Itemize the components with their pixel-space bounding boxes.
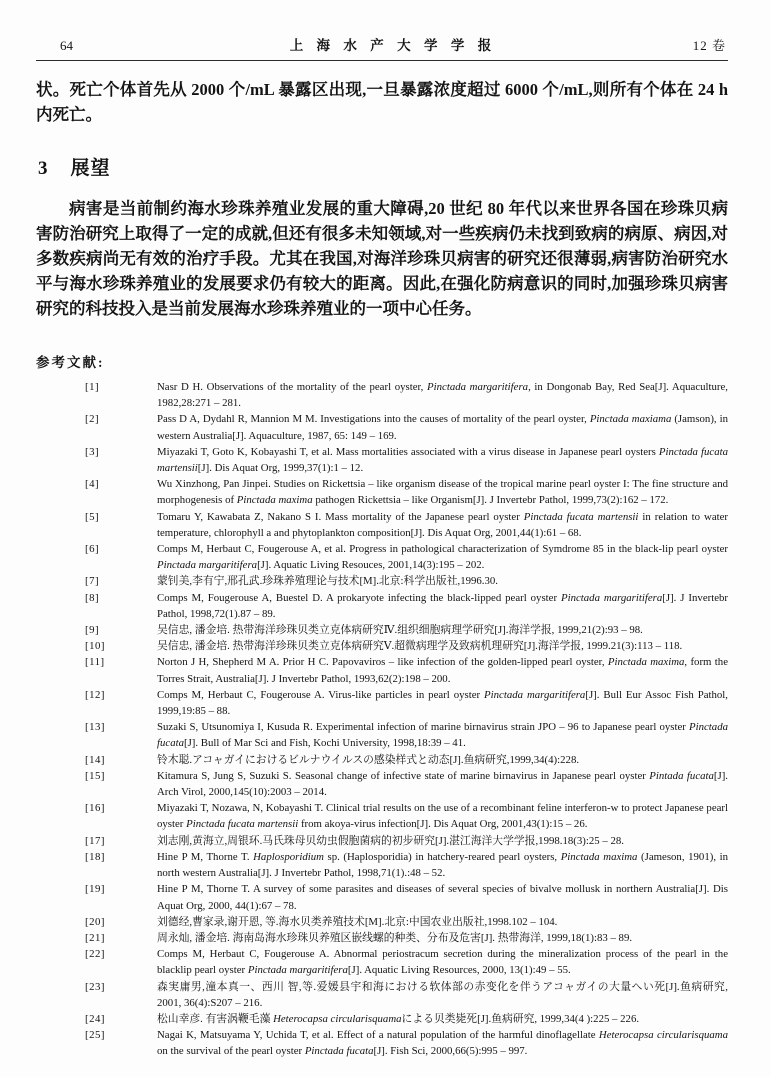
reference-item (85, 444, 728, 476)
reference-text: Kitamura S, Jung S, Suzuki S. Seasonal change of infective state of marine birnavirus in Japanese pearl oyster Pintada fucata[J]. Arch Virol, 2000,145(10):2003 – 2014. (157, 769, 728, 799)
reference-label: [15] (85, 769, 105, 782)
page-body (36, 77, 728, 1060)
reference-item (85, 914, 728, 930)
reference-text: Miyazaki T, Goto K, Kobayashi T, et al. Mass mortalities associated with a virus disease in Japanese pearl oysters Pinctada fucata martensii[J]. Dis Aquat Org, 1999,37(1):1 – 12. (157, 445, 728, 475)
reference-label: [9] (85, 624, 100, 637)
reference-item (85, 654, 728, 686)
reference-list (36, 379, 728, 1060)
reference-label: [13] (85, 721, 105, 734)
continued-paragraph: 状。死亡个体首先从 2000 个/mL 暴露区出现,一旦暴露浓度超过 6000 个/mL,则所有个体在 24 h 内死亡。 (36, 80, 728, 124)
reference-text: 刘志刚,黄海立,周银环.马氏珠母贝幼虫假胞菌病的初步研究[J].湛江海洋大学学报,1998.18(3):25 – 28. (157, 834, 624, 847)
reference-label: [25] (85, 1029, 105, 1042)
reference-item (85, 1027, 728, 1059)
reference-item (85, 752, 728, 768)
reference-text: 松山幸彦. 有害涡鞭毛藻 Heterocapsa circularisquamaによる贝类毙死[J].鱼病研究, 1999,34(4 ):225 – 226. (157, 1012, 640, 1025)
reference-text: Pass D A, Dydahl R, Mannion M M. Investigations into the causes of mortality of the pearl oyster, Pinctada maxiama (Jamson), in western Australia[J]. Aquaculture, 1987, 65: 149 – 169. (157, 413, 728, 442)
reference-label: [12] (85, 688, 105, 701)
reference-item (85, 1011, 728, 1027)
reference-label: [3] (85, 445, 100, 458)
reference-item (85, 833, 728, 849)
reference-label: [24] (85, 1012, 105, 1025)
reference-text: Hine P M, Thorne T. A survey of some parasites and diseases of several species of bivalve mollusk in northern Australia[J]. Dis Aquat Org, 2000, 44(1):67 – 78. (157, 883, 728, 912)
reference-item (85, 800, 728, 832)
reference-label: [1] (85, 381, 100, 393)
reference-text: Comps M, Fougerouse A, Buestel D. A prokaryote infecting the black-lipped pearl oyster Pinctada margaritifera[J]. J Invertebr Pathol, 1998,72(1).87 – 89. (157, 591, 728, 620)
reference-text: Suzaki S, Utsunomiya I, Kusuda R. Experimental infection of marine birnavirus strain JPO – 96 to Japanese pearl oyster Pinctada fucata[J]. Bull of Mar Sci and Fish, Kochi University, 1998,18:39 – 41. (157, 721, 728, 750)
reference-label: [7] (85, 575, 100, 588)
reference-item (85, 719, 728, 751)
reference-text: 周永灿, 潘金培. 海南岛海水珍珠贝养殖区嵌线螺的种类、分布及危害[J]. 热带海洋, 1999,18(1):83 – 89. (157, 931, 633, 944)
section-title: 展望 (70, 158, 111, 179)
reference-text: Wu Xinzhong, Pan Jinpei. Studies on Rickettsia – like organism disease of the tropical marine pearl oyster I: The fine structure and morphogenesis of Pinctada maxima pathogen Rickettsia – like Organism[J]. J Invertebr Pathol, 1999,73(2):162 – 172. (157, 478, 728, 507)
section-paragraph: 病害是当前制约海水珍珠养殖业发展的重大障碍,20 世纪 80 年代以来世界各国在珍珠贝病害防治研究上取得了一定的成就,但还有很多未知领域,对一些疾病仍未找到致病的病原、病因,对多数疾病尚无有效的治疗手段。尤其在我国,对海洋珍珠贝病害的研究还很薄弱,病害防治研究水平与海水珍珠养殖业的发展要求仍有较大的距离。因此,在强化防病意识的同时,加强珍珠贝病害研究的科技投入是当前发展海水珍珠养殖业的一项中心任务。 (36, 199, 728, 318)
reference-text: 刘德经,曹家录,谢开恩, 等.海水贝类养殖技术[M].北京:中国农业出版社,1998.102 – 104. (157, 915, 558, 928)
reference-item (85, 541, 728, 573)
reference-item (85, 379, 728, 411)
reference-item (85, 622, 728, 638)
reference-label: [18] (85, 850, 105, 863)
reference-text: Comps M, Herbaut C, Fougerouse A, et al. Progress in pathological characterization of Symdrome 85 in the black-lip pearl oyster Pinctada margaritifera[J]. Aquatic Living Resouces, 2001,14(3):195 – 202. (157, 543, 728, 572)
journal-title: 上 海 水 产 大 学 学 报 (289, 38, 497, 53)
reference-label: [23] (85, 980, 105, 993)
reference-label: [4] (85, 478, 100, 491)
section-heading (38, 153, 728, 180)
reference-item (85, 849, 728, 881)
reference-label: [17] (85, 834, 105, 847)
page-header (36, 34, 728, 54)
reference-text: Nagai K, Matsuyama Y, Uchida T, et al. Effect of a natural population of the harmful dinoflagellate Heterocapsa circularisquama on the survival of the pearl oyster Pinctada fucata[J]. Fish Sci, 2000,66(5):995 – 997. (157, 1029, 728, 1058)
reference-item (85, 946, 728, 978)
reference-item (85, 687, 728, 719)
page-number: 64 (60, 38, 73, 53)
reference-label: [19] (85, 883, 105, 896)
reference-text: 森実庸男,潼本真一、西川 智,等.爱媛县宇和海における软体部の赤变化を伴うアコャガイの大量へい死[J].鱼病研究, 2001, 36(4):S207 – 216. (157, 980, 728, 1009)
reference-item (85, 476, 728, 508)
header-rule (36, 60, 728, 61)
reference-label: [16] (85, 802, 105, 815)
reference-text: 铃木聪.アコャガイにおけるビルナウイルスの感染样式と动态[J].鱼病研究,1999,34(4):228. (157, 753, 580, 766)
reference-item (85, 979, 728, 1011)
references-heading: 参考文献: (36, 355, 105, 370)
reference-item (85, 930, 728, 946)
reference-item (85, 590, 728, 622)
reference-text: Hine P M, Thorne T. Haplosporidium sp. (Haplosporidia) in hatchery-reared pearl oysters, Pinctada maxima (Jameson, 1901), in north western Australia[J]. J Invertebr Pathol, 1998,71(1).:48 – 52. (157, 850, 728, 880)
reference-item (85, 411, 728, 443)
reference-text: Comps M, Herbaut C, Fougerouse A. Virus-like particles in pearl oyster Pinctada margaritifera[J]. Bull Eur Assoc Fish Pathol, 1999,19:85 – 88. (157, 688, 728, 718)
reference-label: [22] (85, 948, 105, 961)
reference-item (85, 881, 728, 913)
reference-text: Comps M, Herbaut C, Fougerouse A. Abnormal periostracum secretion during the mineralization process of the pearl in the blacklip pearl oyster Pinctada margaritifera[J]. Aquatic Living Resources, 2000, 13(1):49 – 55. (157, 948, 728, 977)
reference-label: [10] (85, 640, 105, 653)
reference-label: [20] (85, 915, 105, 928)
reference-text: 蒙钊美,李有宁,邢孔武.珍珠养殖理论与技术[M].北京:科学出版社,1996.30. (157, 575, 498, 588)
reference-text: Tomaru Y, Kawabata Z, Nakano S I. Mass mortality of the Japanese pearl oyster Pinctada fucata martensii in relation to water temperature, chlorophyll a and phytoplankton composition[J]. Dis Aquat Org, 2001,44(1):61 – 68. (157, 510, 728, 539)
section-number: 3 (38, 158, 49, 179)
reference-label: [6] (85, 543, 100, 556)
reference-text: 吴信忠, 潘金培. 热带海洋珍珠贝类立克体病研究Ⅳ.组织细胞病理学研究[J].海洋学报, 1999,21(2):93 – 98. (157, 624, 643, 637)
volume-label: 12 卷 (692, 38, 726, 53)
reference-text: Norton J H, Shepherd M A. Prior H C. Papovaviros – like infection of the golden-lipped pearl oyster, Pinctada maxima, form the Torres Strait, Australia[J]. J Invertebr Pathol, 1993,62(2):198 – 200. (157, 656, 728, 685)
reference-text: Nasr D H. Observations of the mortality of the pearl oyster, Pinctada margaritifera, in Dongonab Bay, Red Sea[J]. Aquaculture, 1982,28:271 – 281. (157, 381, 728, 410)
reference-label: [14] (85, 753, 105, 766)
reference-label: [2] (85, 413, 100, 426)
reference-item (85, 638, 728, 654)
reference-label: [11] (85, 656, 105, 669)
reference-label: [21] (85, 931, 105, 944)
reference-label: [8] (85, 591, 100, 604)
reference-text: Miyazaki T, Nozawa, N, Kobayashi T. Clinical trial results on the use of a recombinant feline interferon-w to protect Japanese pearl oyster Pinctada fucata martensii from akoya-virus infection[J]. Dis Aquat Org, 2001,43(1):15 – 26. (157, 802, 728, 831)
reference-item (85, 573, 728, 589)
reference-label: [5] (85, 510, 100, 523)
reference-item (85, 509, 728, 541)
reference-item (85, 768, 728, 800)
reference-text: 吴信忠, 潘金培. 热带海洋珍珠贝类立克体病研究Ⅴ.超微病理学及致病机理研究[J].海洋学报, 1999.21(3):113 – 118. (157, 640, 683, 653)
